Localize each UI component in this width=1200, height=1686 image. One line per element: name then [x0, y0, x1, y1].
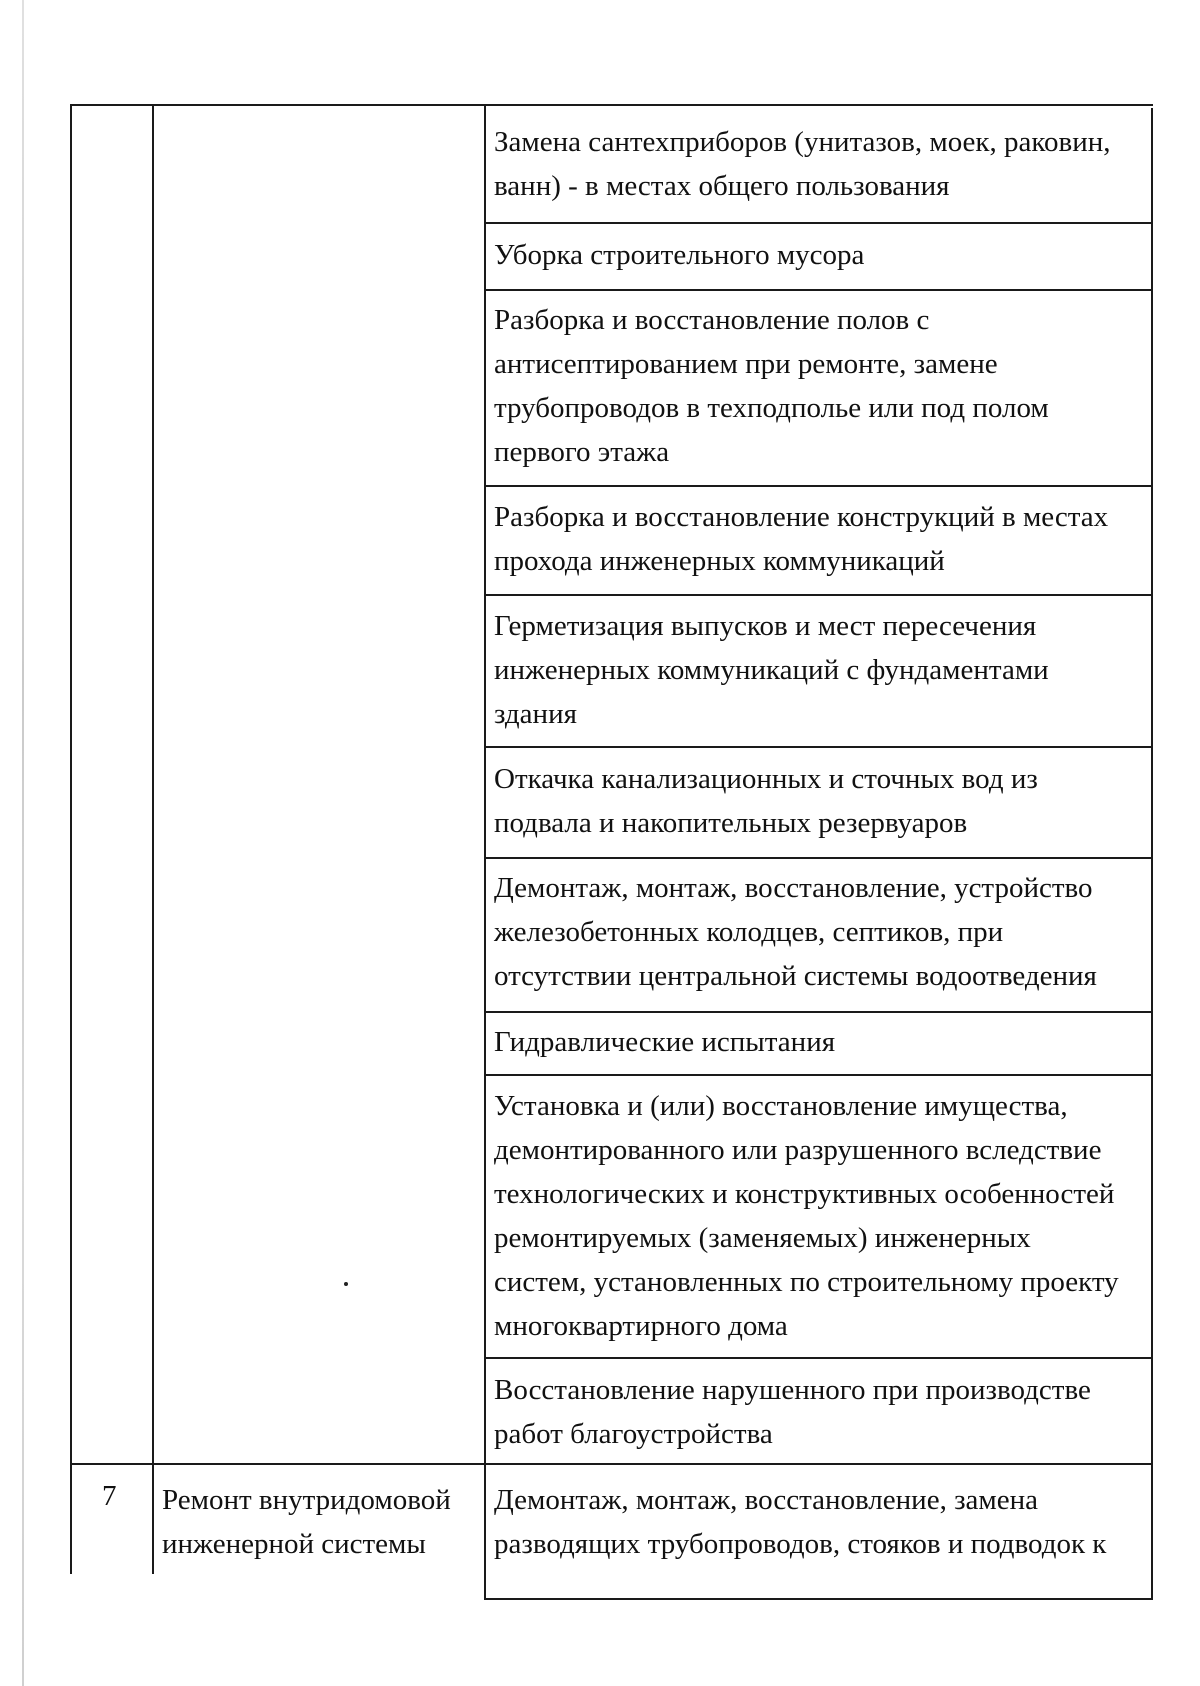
table-cell-work: Гидравлические испытания	[494, 1026, 836, 1058]
row-divider	[484, 594, 1153, 596]
row-divider-full	[70, 1463, 1153, 1465]
table-border-top	[70, 104, 1153, 106]
row-divider	[484, 289, 1153, 291]
scan-speck	[344, 1282, 348, 1286]
row-divider	[484, 222, 1153, 224]
table-cell-work: Восстановление нарушенного при производстве работ благоустройства	[494, 1374, 1091, 1450]
row-divider	[484, 1074, 1153, 1076]
table-cell-work: Установка и (или) восстановление имущества, демонтированного или разрушенного вследствие технологических и конструктивных особенностей ремонтируемых (заменяемых) инженерных систем, установленных по строительному проекту многоквартирного дома	[494, 1090, 1119, 1342]
table-column-divider-1	[152, 104, 154, 1574]
row-divider	[484, 485, 1153, 487]
scan-edge	[22, 0, 24, 1686]
table-cell-system-name: Ремонт внутридомовой инженерной системы	[162, 1484, 451, 1560]
table-cell-work: Откачка канализационных и сточных вод из подвала и накопительных резервуаров	[494, 763, 1038, 839]
table-cell-work: Разборка и восстановление полов с антисептированием при ремонте, замене трубопроводов в техподполье или под полом первого этажа	[494, 304, 1049, 468]
row-divider	[484, 857, 1153, 859]
table-bottom-partial	[484, 1598, 1153, 1600]
table-cell-work: Замена сантехприборов (унитазов, моек, раковин, ванн) - в местах общего пользования	[494, 126, 1111, 202]
table-column-divider-2	[484, 106, 486, 1600]
row-divider	[484, 1357, 1153, 1359]
table-cell-work: Уборка строительного мусора	[494, 239, 865, 271]
row-divider	[484, 1011, 1153, 1013]
table-border-right	[1151, 108, 1153, 1600]
table-cell-row-number: 7	[102, 1480, 117, 1512]
table-cell-work: Демонтаж, монтаж, восстановление, устройство железобетонных колодцев, септиков, при отсутствии центральной системы водоотведения	[494, 872, 1097, 992]
table-cell-work: Герметизация выпусков и мест пересечения инженерных коммуникаций с фундаментами здания	[494, 610, 1049, 730]
table-cell-work: Демонтаж, монтаж, восстановление, замена разводящих трубопроводов, стояков и подводок к	[494, 1484, 1107, 1560]
row-divider	[484, 746, 1153, 748]
table-border-left	[70, 104, 72, 1574]
table-cell-work: Разборка и восстановление конструкций в местах прохода инженерных коммуникаций	[494, 501, 1109, 577]
